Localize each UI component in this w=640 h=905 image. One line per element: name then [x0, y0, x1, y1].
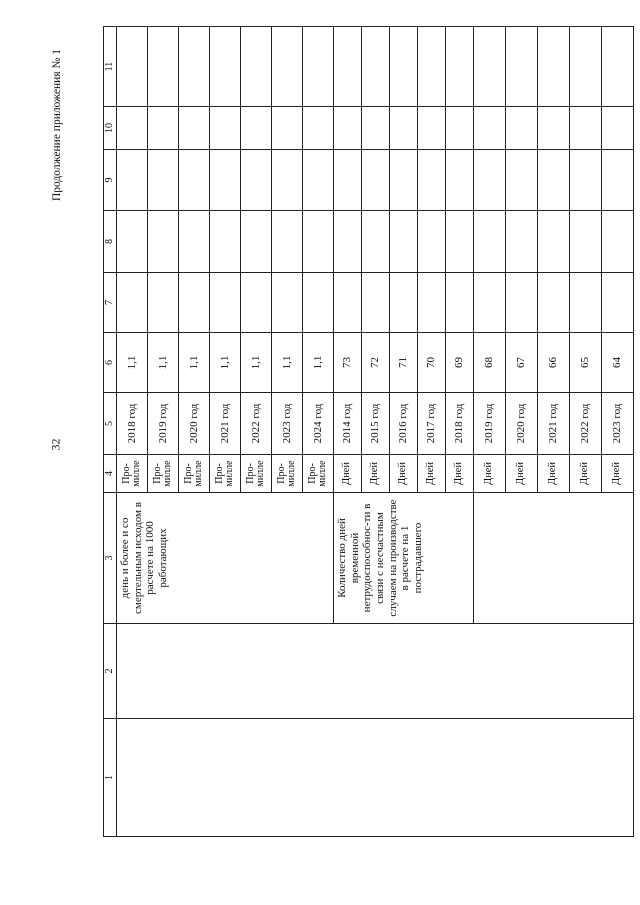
- column-number: 9: [104, 150, 117, 211]
- unit-cell: Дней: [538, 455, 570, 493]
- year-cell: 2020 год: [506, 393, 538, 455]
- value-cell: 65: [570, 333, 602, 393]
- indicator-description: Количество дней временной нетрудоспособнос-ти в связи с несчастным случаем на производстве в расчете на 1 пострадавшего: [334, 493, 474, 624]
- unit-cell: Дней: [334, 455, 362, 493]
- value-cell: 1,1: [303, 333, 334, 393]
- year-cell: 2018 год: [446, 393, 474, 455]
- year-cell: 2018 год: [117, 393, 148, 455]
- value-cell: 1,1: [179, 333, 210, 393]
- value-cell: 68: [474, 333, 506, 393]
- unit-cell: Дней: [446, 455, 474, 493]
- unit-cell: Дней: [362, 455, 390, 493]
- table-container: [103, 27, 624, 837]
- column-number: 3: [104, 493, 117, 624]
- unit-cell: Дней: [506, 455, 538, 493]
- column-number: 6: [104, 333, 117, 393]
- value-cell: 67: [506, 333, 538, 393]
- year-cell: 2020 год: [179, 393, 210, 455]
- unit-cell: Дней: [390, 455, 418, 493]
- year-cell: 2022 год: [570, 393, 602, 455]
- column-number: 10: [104, 107, 117, 150]
- value-cell: 1,1: [148, 333, 179, 393]
- unit-cell: Дней: [474, 455, 506, 493]
- value-cell: 73: [334, 333, 362, 393]
- unit-cell: Про-милле: [272, 455, 303, 493]
- unit-cell: Про-милле: [179, 455, 210, 493]
- year-cell: 2015 год: [362, 393, 390, 455]
- year-cell: 2019 год: [474, 393, 506, 455]
- cell-col2: [117, 624, 634, 719]
- unit-cell: Про-милле: [210, 455, 241, 493]
- year-cell: 2016 год: [390, 393, 418, 455]
- unit-cell: Про-милле: [117, 455, 148, 493]
- year-cell: 2024 год: [303, 393, 334, 455]
- value-cell: 69: [446, 333, 474, 393]
- value-cell: 70: [418, 333, 446, 393]
- column-number: 5: [104, 393, 117, 455]
- indicators-table: [103, 26, 634, 837]
- page-number: 32: [48, 438, 63, 451]
- unit-cell: Дней: [602, 455, 634, 493]
- unit-cell: Про-милле: [148, 455, 179, 493]
- year-cell: 2014 год: [334, 393, 362, 455]
- value-cell: 64: [602, 333, 634, 393]
- value-cell: 1,1: [117, 333, 148, 393]
- value-cell: 72: [362, 333, 390, 393]
- year-cell: 2019 год: [148, 393, 179, 455]
- year-cell: 2023 год: [602, 393, 634, 455]
- year-cell: 2021 год: [210, 393, 241, 455]
- unit-cell: Про-милле: [241, 455, 272, 493]
- column-number: 8: [104, 211, 117, 273]
- value-cell: 1,1: [241, 333, 272, 393]
- value-cell: 71: [390, 333, 418, 393]
- column-number: 11: [104, 27, 117, 107]
- unit-cell: Дней: [418, 455, 446, 493]
- value-cell: 1,1: [272, 333, 303, 393]
- indicator-description: день и более и со смертельным исходом в расчете на 1000 работающих: [117, 493, 334, 624]
- unit-cell: Дней: [570, 455, 602, 493]
- cell-col1: [117, 719, 634, 837]
- unit-cell: Про-милле: [303, 455, 334, 493]
- year-cell: 2017 год: [418, 393, 446, 455]
- value-cell: 1,1: [210, 333, 241, 393]
- column-number: 2: [104, 624, 117, 719]
- value-cell: 66: [538, 333, 570, 393]
- column-number: 7: [104, 273, 117, 333]
- table-row: [117, 27, 148, 837]
- column-number: 4: [104, 455, 117, 493]
- cell-col3-empty: [474, 493, 634, 624]
- column-number: 1: [104, 719, 117, 837]
- appendix-caption: Продолжение приложения № 1: [51, 48, 63, 202]
- year-cell: 2022 год: [241, 393, 272, 455]
- year-cell: 2023 год: [272, 393, 303, 455]
- column-number-row: [104, 27, 117, 837]
- year-cell: 2021 год: [538, 393, 570, 455]
